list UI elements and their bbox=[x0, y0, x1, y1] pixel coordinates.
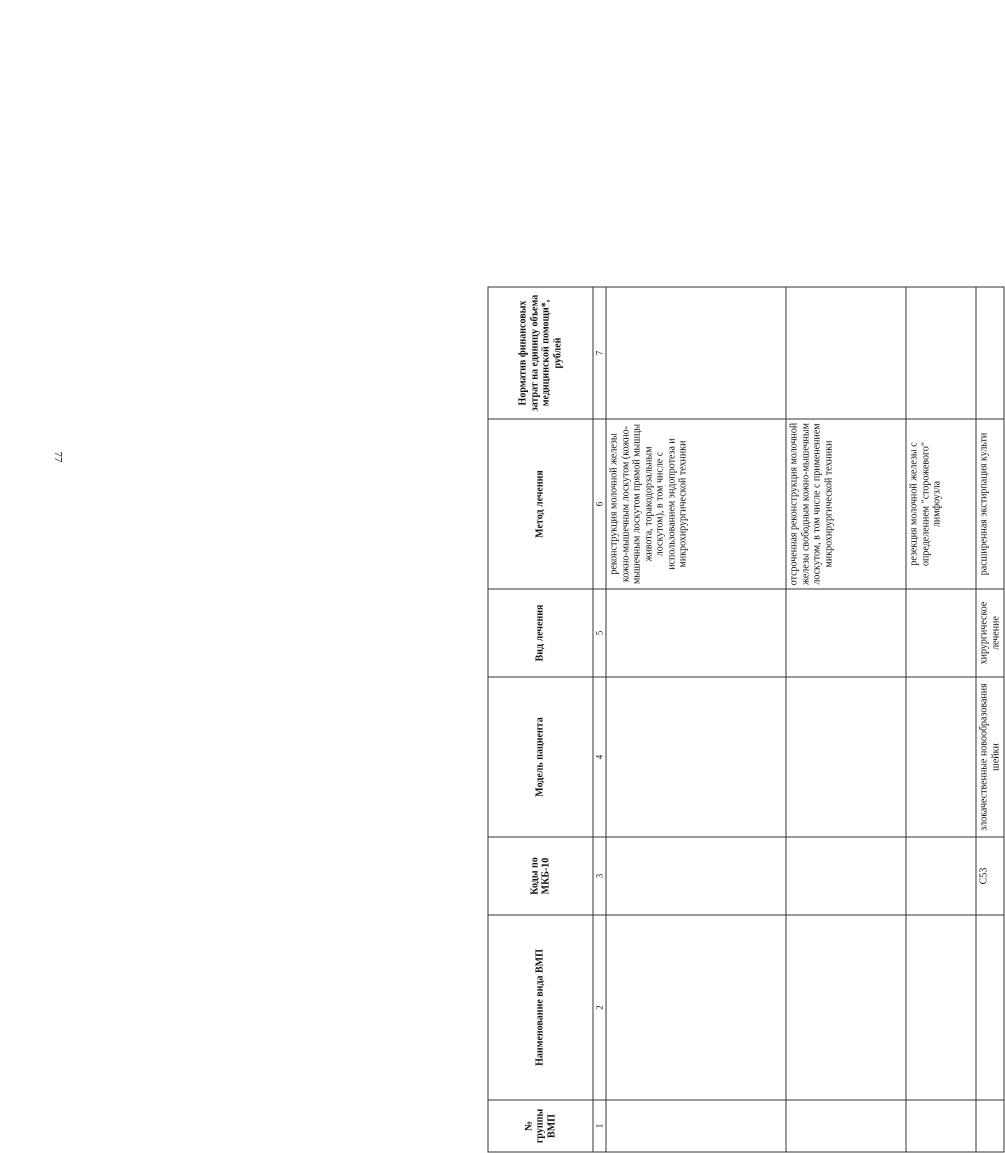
header-treatment-type: Вид лечения bbox=[488, 589, 593, 677]
header-treatment-method: Метод лечения bbox=[488, 419, 593, 589]
table-row bbox=[606, 287, 786, 1152]
header-cost-standard: Норматив финансовых затрат на единицу объема медицинской помощи*, рублей bbox=[488, 287, 593, 419]
table-cell bbox=[906, 287, 976, 419]
table-row bbox=[906, 287, 976, 1152]
table-cell bbox=[786, 589, 906, 677]
column-number: 4 bbox=[593, 677, 606, 837]
table-cell bbox=[906, 677, 976, 837]
table-cell bbox=[786, 677, 906, 837]
table-cell bbox=[906, 1100, 976, 1152]
table-cell bbox=[976, 915, 1004, 1100]
table-cell bbox=[906, 589, 976, 677]
rotated-table-sheet bbox=[488, 288, 1001, 1153]
table-cell bbox=[786, 837, 906, 915]
table-cell bbox=[606, 287, 786, 419]
column-number: 5 bbox=[593, 589, 606, 677]
table-cell bbox=[786, 1100, 906, 1152]
table-cell: реконструкция молочной железы кожно-мышечным лоскутом (кожно-мышечным лоскутом прямой мышцы живота, торакодорзальным лоскутом), в том числе с использованием эндопротеза и микрохирургической техники bbox=[606, 419, 786, 589]
table-cell bbox=[606, 1100, 786, 1152]
table-cell bbox=[906, 837, 976, 915]
page-number: 77 bbox=[52, 451, 64, 463]
table-cell bbox=[786, 915, 906, 1100]
table-cell: С53 bbox=[976, 837, 1004, 915]
header-patient-model: Модель пациента bbox=[488, 677, 593, 837]
table-cell bbox=[976, 287, 1004, 419]
column-number-row bbox=[593, 287, 606, 1152]
header-row bbox=[488, 287, 593, 1152]
table-cell bbox=[606, 589, 786, 677]
table-cell: расширенная экстирпация культи bbox=[976, 419, 1004, 589]
table-cell: хирургическое лечение bbox=[976, 589, 1004, 677]
table-cell bbox=[786, 287, 906, 419]
table-cell: резекция молочной железы с определением "сторожевого" лимфоузла bbox=[906, 419, 976, 589]
column-number: 7 bbox=[593, 287, 606, 419]
table-cell bbox=[606, 837, 786, 915]
vmp-table bbox=[488, 287, 1005, 1153]
column-number: 1 bbox=[593, 1100, 606, 1152]
header-vmp-name: Наименование вида ВМП bbox=[488, 915, 593, 1100]
table-cell bbox=[906, 915, 976, 1100]
header-icd-codes: Коды по МКБ-10 bbox=[488, 837, 593, 915]
header-group-number: № группы ВМП bbox=[488, 1100, 593, 1152]
column-number: 6 bbox=[593, 419, 606, 589]
table-row bbox=[786, 287, 906, 1152]
table-cell: злокачественные новообразования шейки bbox=[976, 677, 1004, 837]
table-cell bbox=[606, 677, 786, 837]
table-cell: отсроченная реконструкция молочной железы свободным кожно-мышечным лоскутом, в том числе с применением микрохирургической техники bbox=[786, 419, 906, 589]
column-number: 3 bbox=[593, 837, 606, 915]
table-cell bbox=[976, 1100, 1004, 1152]
table-cell bbox=[606, 915, 786, 1100]
table-row bbox=[976, 287, 1004, 1152]
column-number: 2 bbox=[593, 915, 606, 1100]
